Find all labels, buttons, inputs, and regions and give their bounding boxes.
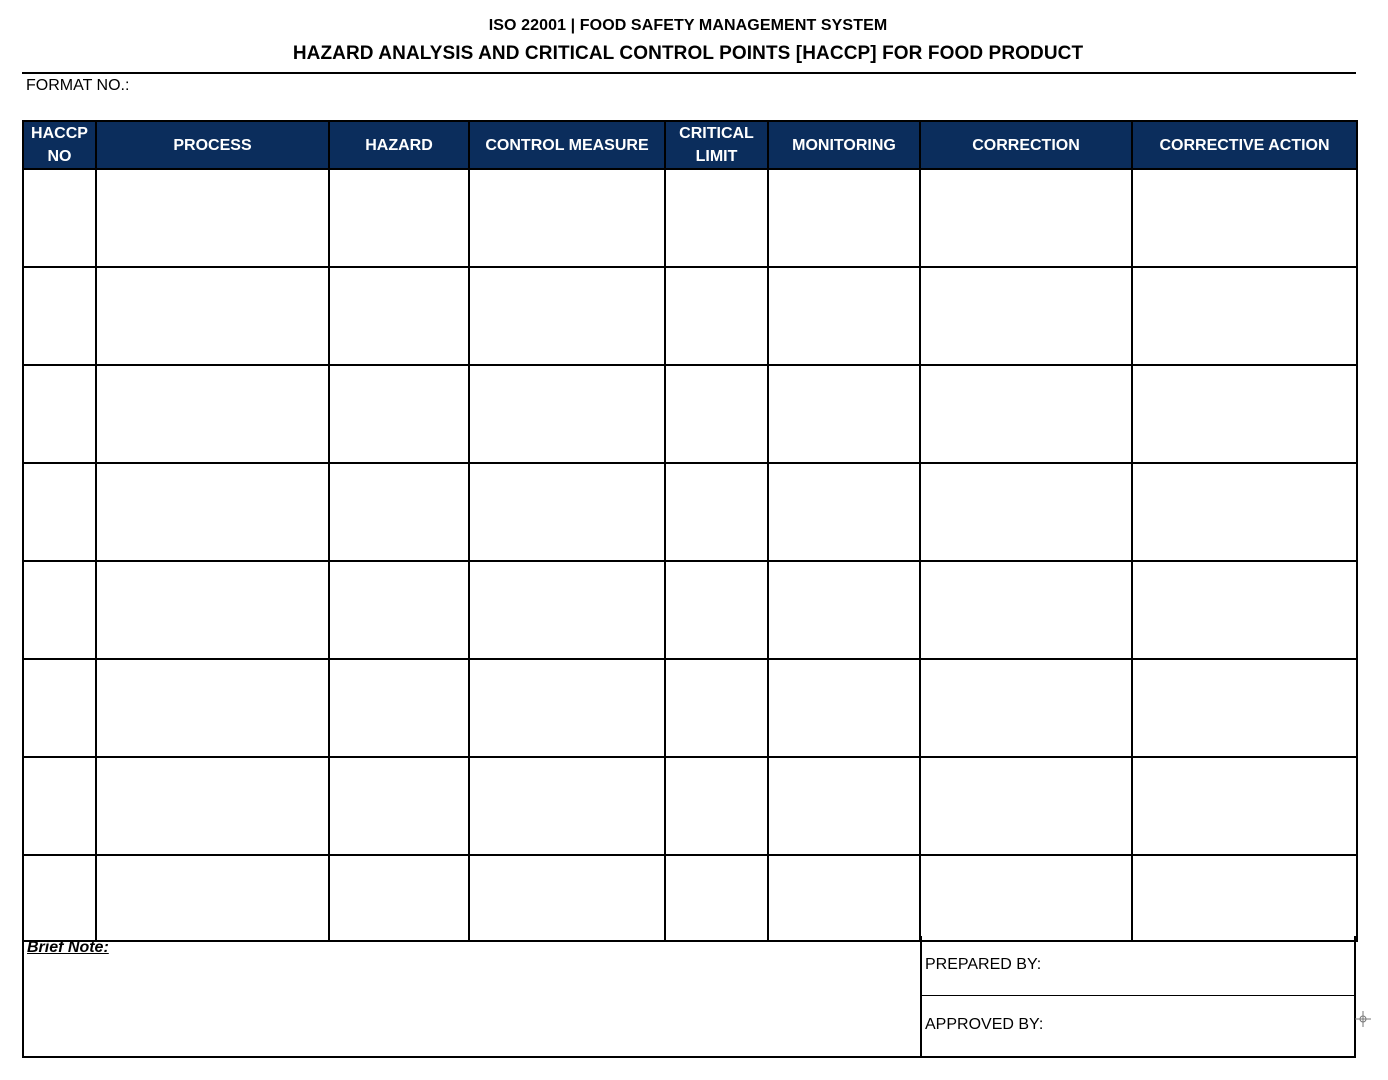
haccp-table	[22, 120, 1358, 942]
signature-box	[920, 936, 1356, 1056]
table-cell[interactable]	[1132, 463, 1357, 561]
table-cell[interactable]	[920, 561, 1132, 659]
table-cell[interactable]	[96, 169, 329, 267]
table-cell[interactable]	[23, 267, 96, 365]
table-cell[interactable]	[665, 659, 768, 757]
column-header-process: PROCESS	[96, 121, 329, 169]
table-row	[23, 365, 1357, 463]
table-cell[interactable]	[469, 659, 665, 757]
table-cell[interactable]	[23, 659, 96, 757]
table-row	[23, 659, 1357, 757]
prepared-by-field[interactable]	[922, 936, 1356, 996]
table-cell[interactable]	[1132, 855, 1357, 941]
table-cell[interactable]	[469, 365, 665, 463]
table-cell[interactable]	[1132, 365, 1357, 463]
title-divider	[22, 72, 1356, 74]
table-cell[interactable]	[665, 169, 768, 267]
table-cell[interactable]	[920, 169, 1132, 267]
table-cell[interactable]	[665, 267, 768, 365]
table-cell[interactable]	[768, 855, 920, 941]
table-cell[interactable]	[96, 659, 329, 757]
table-cell[interactable]	[665, 561, 768, 659]
column-header-critical-limit: CRITICAL LIMIT	[665, 121, 768, 169]
column-header-corrective-action: CORRECTIVE ACTION	[1132, 121, 1357, 169]
table-cell[interactable]	[1132, 169, 1357, 267]
table-row	[23, 757, 1357, 855]
table-cell[interactable]	[1132, 757, 1357, 855]
table-cell[interactable]	[23, 757, 96, 855]
table-cell[interactable]	[469, 757, 665, 855]
table-cell[interactable]	[329, 365, 469, 463]
table-row	[23, 561, 1357, 659]
table-cell[interactable]	[329, 267, 469, 365]
table-cell[interactable]	[768, 757, 920, 855]
table-cell[interactable]	[1132, 659, 1357, 757]
table-cell[interactable]	[1132, 561, 1357, 659]
table-cell[interactable]	[23, 463, 96, 561]
table-cell[interactable]	[469, 855, 665, 941]
table-row	[23, 169, 1357, 267]
table-cell[interactable]	[768, 561, 920, 659]
table-row	[23, 267, 1357, 365]
column-header-haccp-no: HACCP NO	[23, 121, 96, 169]
table-cell[interactable]	[469, 561, 665, 659]
table-cell[interactable]	[329, 659, 469, 757]
table-cell[interactable]	[96, 855, 329, 941]
table-cell[interactable]	[469, 169, 665, 267]
table-cell[interactable]	[665, 463, 768, 561]
table-cell[interactable]	[768, 365, 920, 463]
column-header-correction: CORRECTION	[920, 121, 1132, 169]
table-cell[interactable]	[920, 365, 1132, 463]
table-cell[interactable]	[920, 659, 1132, 757]
table-cell[interactable]	[665, 855, 768, 941]
document-subtitle: HAZARD ANALYSIS AND CRITICAL CONTROL POINTS [HACCP] FOR FOOD PRODUCT	[292, 43, 1084, 64]
table-cell[interactable]	[96, 365, 329, 463]
table-cell[interactable]	[329, 757, 469, 855]
table-cell[interactable]	[96, 463, 329, 561]
table-cell[interactable]	[768, 659, 920, 757]
table-cell[interactable]	[920, 267, 1132, 365]
table-cell[interactable]	[920, 463, 1132, 561]
table-cell[interactable]	[665, 365, 768, 463]
approved-by-field[interactable]	[922, 996, 1356, 1056]
table-cell[interactable]	[768, 169, 920, 267]
table-cell[interactable]	[1132, 267, 1357, 365]
footer-section	[22, 936, 1356, 1058]
table-cell[interactable]	[329, 169, 469, 267]
table-cell[interactable]	[96, 561, 329, 659]
column-header-hazard: HAZARD	[329, 121, 469, 169]
table-cell[interactable]	[665, 757, 768, 855]
crosshair-cursor-icon	[1355, 1011, 1371, 1027]
table-cell[interactable]	[23, 855, 96, 941]
table-cell[interactable]	[329, 561, 469, 659]
table-row	[23, 855, 1357, 941]
table-cell[interactable]	[329, 855, 469, 941]
brief-note-label: Brief Note:	[27, 939, 109, 956]
table-cell[interactable]	[329, 463, 469, 561]
table-cell[interactable]	[768, 463, 920, 561]
document-title: ISO 22001 | FOOD SAFETY MANAGEMENT SYSTEM	[488, 17, 888, 34]
prepared-by-label: PREPARED BY:	[925, 956, 1042, 973]
table-cell[interactable]	[96, 757, 329, 855]
table-cell[interactable]	[920, 855, 1132, 941]
column-header-monitoring: MONITORING	[768, 121, 920, 169]
table-cell[interactable]	[23, 169, 96, 267]
column-header-control-measure: CONTROL MEASURE	[469, 121, 665, 169]
table-cell[interactable]	[23, 365, 96, 463]
table-cell[interactable]	[920, 757, 1132, 855]
approved-by-label: APPROVED BY:	[925, 1016, 1044, 1033]
table-header-row	[23, 121, 1357, 169]
table-cell[interactable]	[469, 463, 665, 561]
table-cell[interactable]	[469, 267, 665, 365]
table-cell[interactable]	[23, 561, 96, 659]
table-row	[23, 463, 1357, 561]
format-number-label: FORMAT NO.:	[26, 77, 130, 94]
table-cell[interactable]	[96, 267, 329, 365]
table-cell[interactable]	[768, 267, 920, 365]
